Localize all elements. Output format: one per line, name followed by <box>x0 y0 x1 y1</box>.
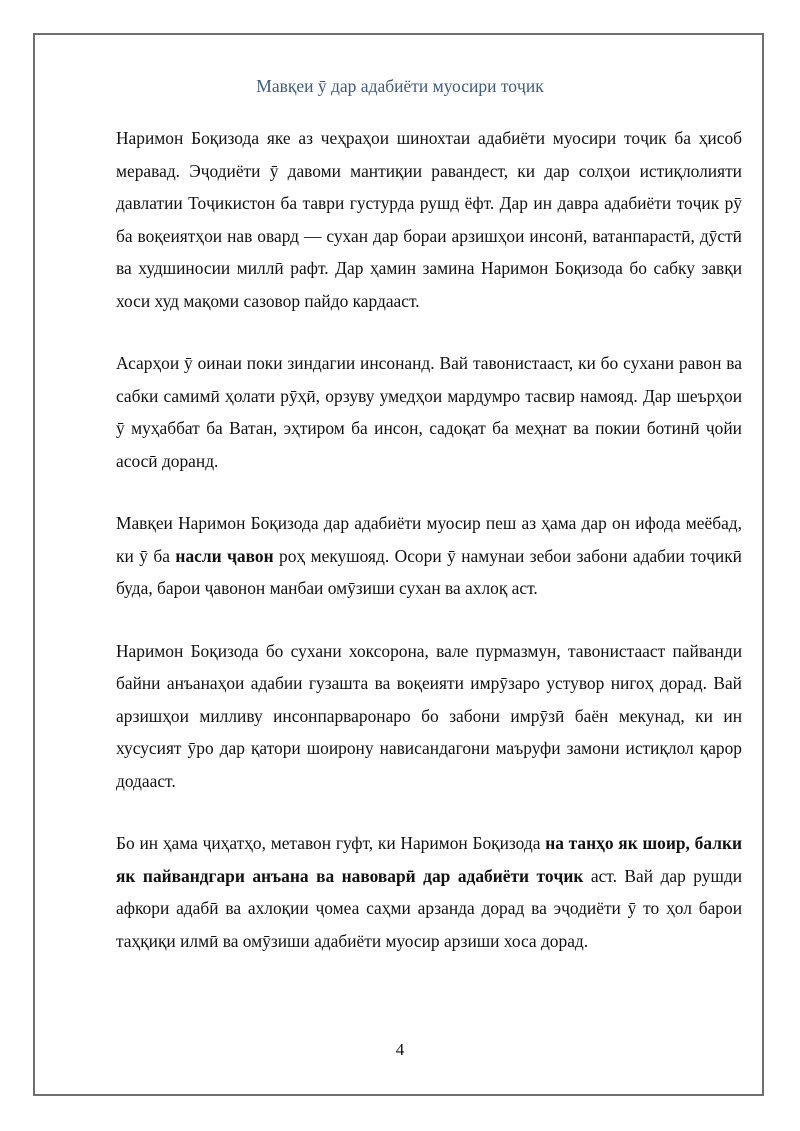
paragraph-text: Наримон Боқизода бо сухани хоксорона, вале пурмазмун, тавонистааст пайванди байни анъанаҳои адабии гузашта ва воқеияти имрӯзаро устувор нигоҳ дорад. Вай арзишҳои милливу инсонпарваронаро бо забони имрӯзӣ баён мекунад, ки ин хусусият ӯро дар қатори шоирону нависандагони маъруфи замони истиқлол қарор додааст. <box>116 640 742 791</box>
bold-phrase: на танҳо як шоир, балки як пайвандгари анъана ва навоварӣ дар адабиёти тоҷик <box>116 833 742 886</box>
paragraph-text: роҳ мекушояд. Осори ӯ намунаи зебои забони адабии тоҷикӣ буда, барои ҷавонон манбаи омӯзиши сухан ва ахлоқ аст. <box>116 545 742 598</box>
paragraph-text: аст. Вай дар рушди афкори адабӣ ва ахлоқии ҷомеа саҳми арзанда дорад ва эҷодиёти ӯ то ҳол барои таҳқиқи илмӣ ва омӯзиши адабиёти муосир арзиши хоса дорад. <box>116 865 743 951</box>
paragraph-1 <box>116 122 742 317</box>
page-number: 4 <box>395 1040 405 1059</box>
paragraph-2 <box>116 347 742 477</box>
paragraph-text: Асарҳои ӯ оинаи поки зиндагии инсонанд. Вай тавонистааст, ки бо сухани равон ва сабки самимӣ ҳолати рӯҳӣ, орзуву умедҳои мардумро тасвир намояд. Дар шеърҳои ӯ муҳаббат ба Ватан, эҳтиром ба инсон, садоқат ба меҳнат ва покии ботинӣ ҷойи асосӣ доранд. <box>116 353 742 471</box>
document-body <box>116 122 742 987</box>
paragraph-3 <box>116 507 742 605</box>
paragraph-5 <box>116 827 742 957</box>
paragraph-4 <box>116 635 742 798</box>
bold-phrase: насли ҷавон <box>175 545 274 566</box>
paragraph-text: Бо ин ҳама ҷиҳатҳо, метавон гуфт, ки Наримон Боқизода <box>116 833 546 853</box>
paragraph-text: Наримон Боқизода яке аз чеҳраҳои шинохтаи адабиёти муосири тоҷик ба ҳисоб меравад. Эҷодиёти ӯ давоми мантиқии равандест, ки дар солҳои истиқлолияти давлатии Тоҷикистон ба таври густурда рушд ёфт. Дар ин давра адабиёти тоҷик рӯ ба воқеиятҳои нав овард — сухан дар бораи арзишҳои инсонӣ, ватанпарастӣ, дӯстӣ ва худшиносии миллӣ рафт. Дар ҳамин замина Наримон Боқизода бо сабку завқи хоси худ мақоми сазовор пайдо кардааст. <box>116 128 742 311</box>
page-title: Мавқеи ӯ дар адабиёти муосири тоҷик <box>256 76 544 96</box>
paragraph-text: Мавқеи Наримон Боқизода дар адабиёти муосир пеш аз ҳама дар он ифода меёбад, ки ӯ ба <box>116 513 742 566</box>
